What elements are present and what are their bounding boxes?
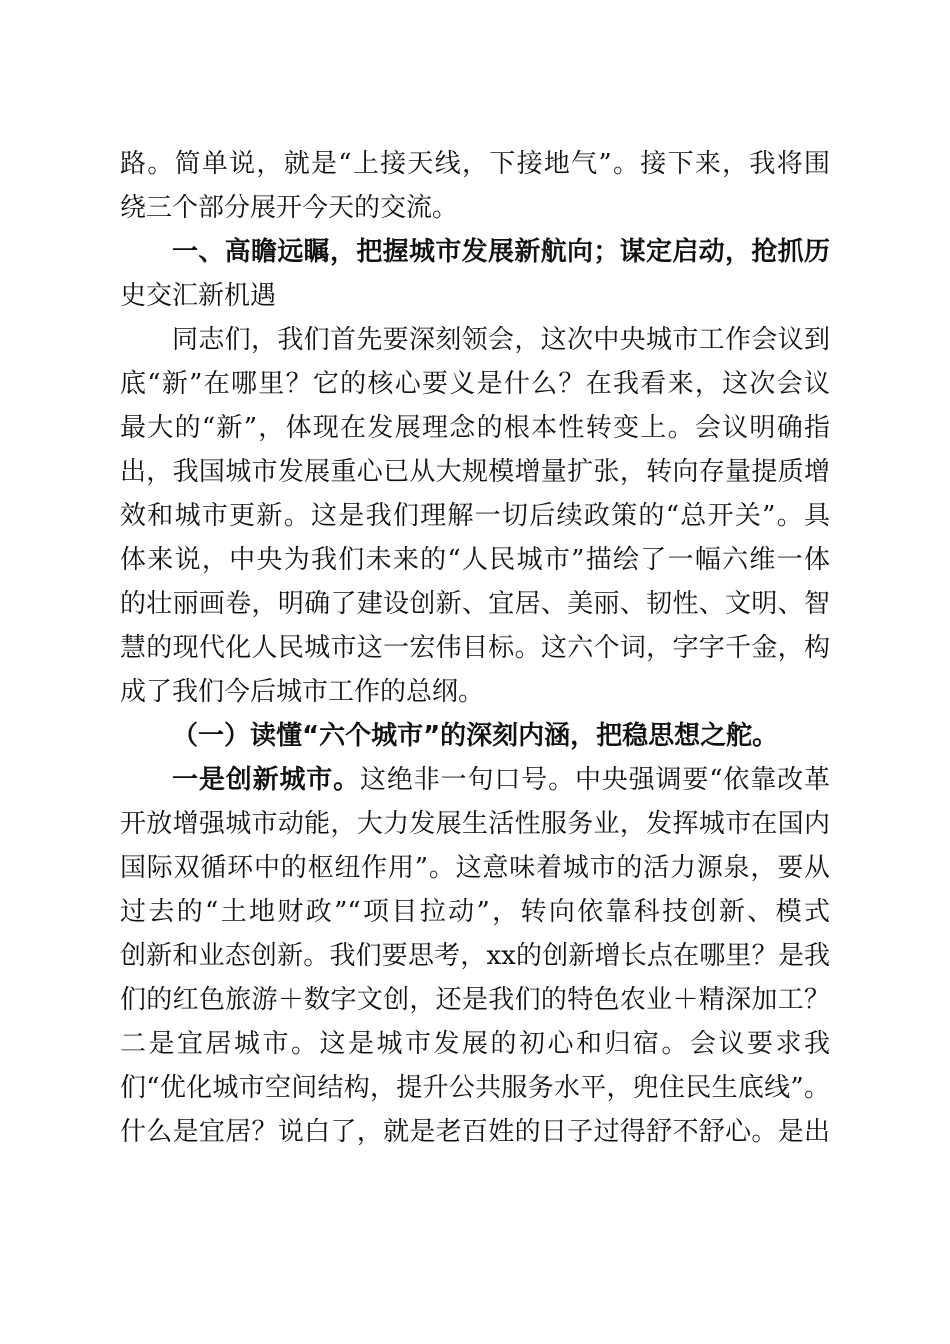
heading-1-line-2: 史交汇新机遇 — [120, 281, 277, 311]
para-2-line-4: 过去的“土地财政”“项目拉动”，转向依靠科技创新、模式 — [120, 897, 830, 927]
para-3-line-1: 二是宜居城市。这是城市发展的初心和归宿。会议要求我 — [120, 1029, 830, 1059]
para-3-line-3: 什么是宜居？说白了，就是老百姓的日子过得舒不舒心。是出 — [120, 1117, 830, 1147]
para-2-line-5: 创新和业态创新。我们要思考，xx的创新增长点在哪里？是我 — [120, 941, 830, 971]
para-1-line-3: 最大的“新”，体现在发展理念的根本性转变上。会议明确指 — [120, 413, 830, 443]
subheading-1: （一）读懂“六个城市”的深刻内涵，把稳思想之舵。 — [172, 721, 779, 751]
para-3-line-2: 们“优化城市空间结构，提升公共服务水平，兜住民生底线”。 — [120, 1073, 830, 1103]
intro-line-1: 路。简单说，就是“上接天线，下接地气”。接下来，我将围 — [120, 149, 830, 179]
para-1-line-1: 同志们，我们首先要深刻领会，这次中央城市工作会议到 — [172, 325, 830, 355]
para-1-line-5: 效和城市更新。这是我们理解一切后续政策的“总开关”。具 — [120, 501, 830, 531]
para-2-lead: 一是创新城市。 — [172, 765, 361, 795]
para-2-line-1-text: 这绝非一句口号。中央强调要“依靠改革 — [360, 765, 830, 795]
para-1-line-6: 体来说，中央为我们未来的“人民城市”描绘了一幅六维一体 — [120, 545, 830, 575]
para-2-line-1 — [172, 760, 830, 800]
para-1-line-2: 底“新”在哪里？它的核心要义是什么？在我看来，这次会议 — [120, 369, 830, 399]
para-2-line-6: 们的红色旅游＋数字文创，还是我们的特色农业＋精深加工？ — [120, 985, 830, 1015]
heading-1-line-1: 一、高瞻远瞩，把握城市发展新航向；谋定启动，抢抓历 — [172, 237, 830, 267]
para-1-line-8: 慧的现代化人民城市这一宏伟目标。这六个词，字字千金，构 — [120, 633, 830, 663]
para-1-line-9: 成了我们今后城市工作的总纲。 — [120, 677, 485, 707]
intro-line-2: 绕三个部分展开今天的交流。 — [120, 193, 459, 223]
para-2-line-2: 开放增强城市动能，大力发展生活性服务业，发挥城市在国内 — [120, 809, 830, 839]
para-2-line-3: 国际双循环中的枢纽作用”。这意味着城市的活力源泉，要从 — [120, 853, 830, 883]
para-1-line-4: 出，我国城市发展重心已从大规模增量扩张，转向存量提质增 — [120, 457, 830, 487]
para-1-line-7: 的壮丽画卷，明确了建设创新、宜居、美丽、韧性、文明、智 — [120, 589, 830, 619]
